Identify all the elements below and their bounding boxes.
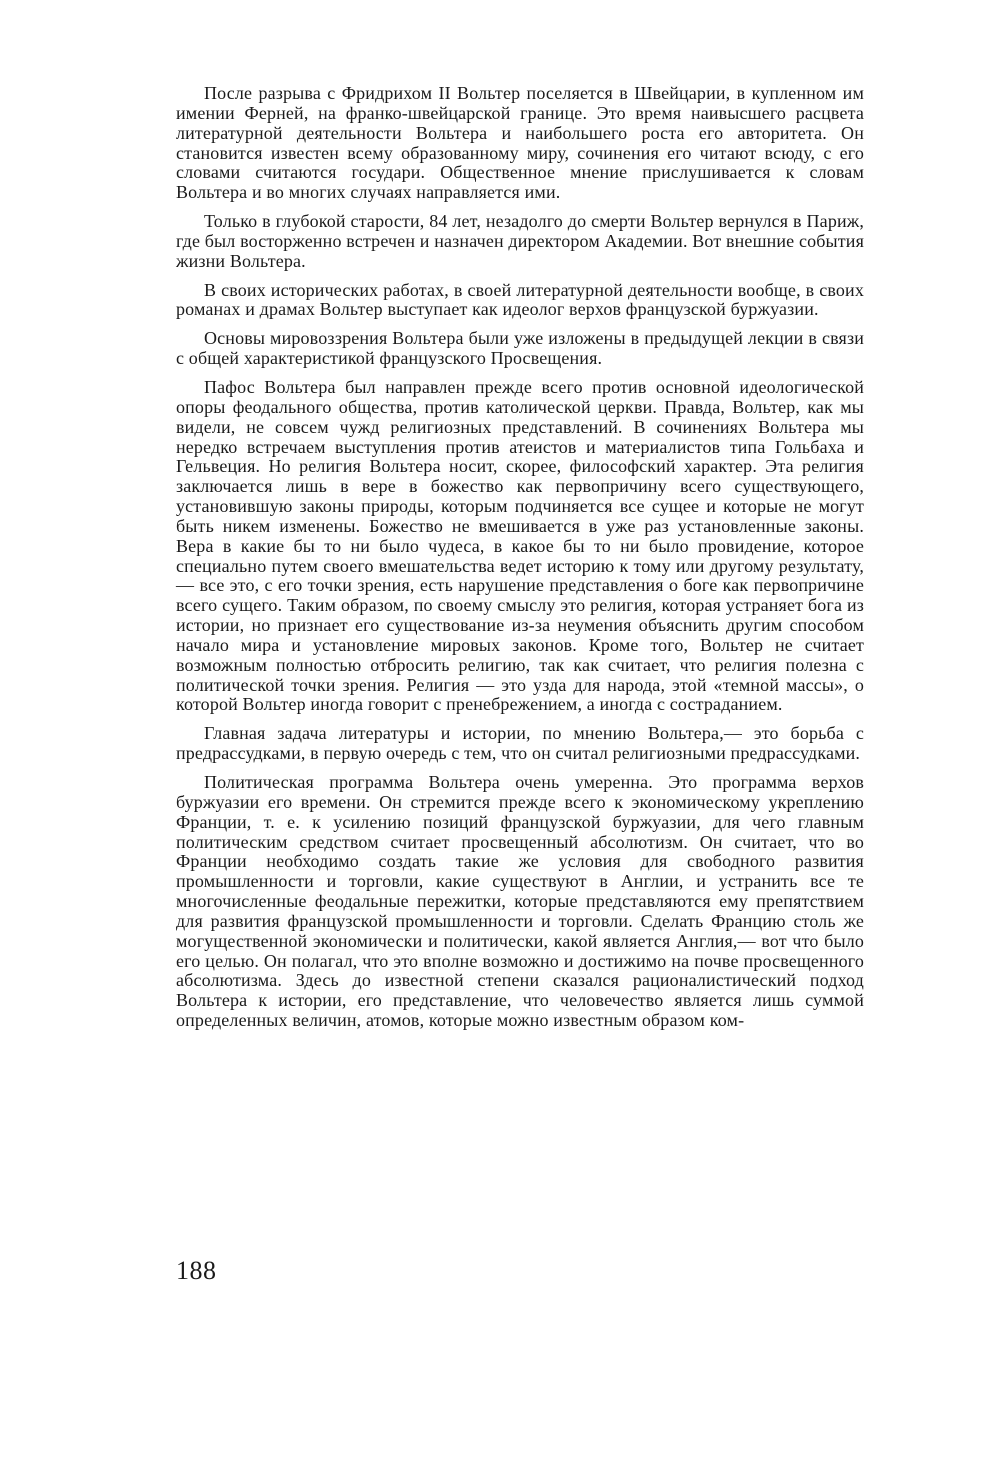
paragraph-3: В своих исторических работах, в своей литературной деятельности вообще, в своих романах и драмах Вольтер выступает как идеолог верхов французской буржуазии. (176, 279, 864, 320)
paragraph-5: Пафос Вольтера был направлен прежде всего против основной идеологической опоры феодального общества, против католической церкви. Правда, Вольтер, как мы видели, не совсем чужд религиозных представлений. В сочинениях Вольтера мы нередко встречаем выступления против атеистов и материалистов типа Гольбаха и Гельвеция. Но религия Вольтера носит, скорее, философский характер. Эта религия заключается лишь в вере в божество как первопричину всего существующего, установившую законы природы, которым подчиняется все сущее и которые не могут быть никем изменены. Божество не вмешивается в уже раз установленные законы. Вера в какие бы то ни было чудеса, в какое бы то ни было провидение, которое специально путем своего вмешательства ведет историю к тому или другому результату,— все это, с его точки зрения, есть нарушение представления о боге как первопричине всего сущего. Таким образом, по своему смыслу это религия, которая устраняет бога из истории, но признает его существование из-за неумения объяснить другим способом начало мира и установление мировых законов. Кроме того, Вольтер не считает возможным полностью отбросить религию, так как считает, что религия полезна с политической точки зрения. Религия — это узда для народа, этой «темной массы», о которой Вольтер иногда говорит с пренебрежением, а иногда с состраданием. (176, 376, 864, 715)
paragraph-1: После разрыва с Фридрихом II Вольтер поселяется в Швейцарии, в купленном им имении Ферней, на франко-швейцарской границе. Это время наивысшего расцвета литературной деятельности Вольтера и наибольшего роста его авторитета. Он становится известен всему образованному миру, сочинения его читают всюду, с его словами считаются государи. Общественное мнение прислушивается к словам Вольтера и во многих случаях направляется ими. (176, 83, 864, 203)
paragraph-4: Основы мировоззрения Вольтера были уже изложены в предыдущей лекции в связи с общей характеристикой французского Просвещения. (176, 328, 864, 369)
page-text-block (176, 84, 864, 1040)
paragraph-2: Только в глубокой старости, 84 лет, незадолго до смерти Вольтер вернулся в Париж, где был восторженно встречен и назначен директором Академии. Вот внешние события жизни Вольтера. (176, 211, 865, 271)
page-number: 188 (176, 1256, 217, 1285)
paragraph-7: Политическая программа Вольтера очень умеренна. Это программа верхов буржуазии его времени. Он стремится прежде всего к экономическому укреплению Франции, т. е. к усилению позиций французской буржуазии, для чего главным политическим средством считает просвещенный абсолютизм. Он считает, что во Франции необходимо создать такие же условия для свободного развития промышленности и торговли, какие существуют в Англии, и устранить все те многочисленные феодальные пережитки, которые представляются ему препятствием для развития французской промышленности и торговли. Сделать Францию столь же могущественной экономически и политически, какой является Англия,— вот что было его целью. Он полагал, что это вполне возможно и достижимо на почве просвещенного абсолютизма. Здесь до известной степени сказался рационалистический подход Вольтера к истории, его представление, что человечество является лишь суммой определенных величин, атомов, которые можно известным образом ком- (176, 772, 864, 1031)
paragraph-6: Главная задача литературы и истории, по мнению Вольтера,— это борьба с предрассудками, в первую очередь с тем, что он считал религиозными предрассудками. (176, 723, 864, 764)
